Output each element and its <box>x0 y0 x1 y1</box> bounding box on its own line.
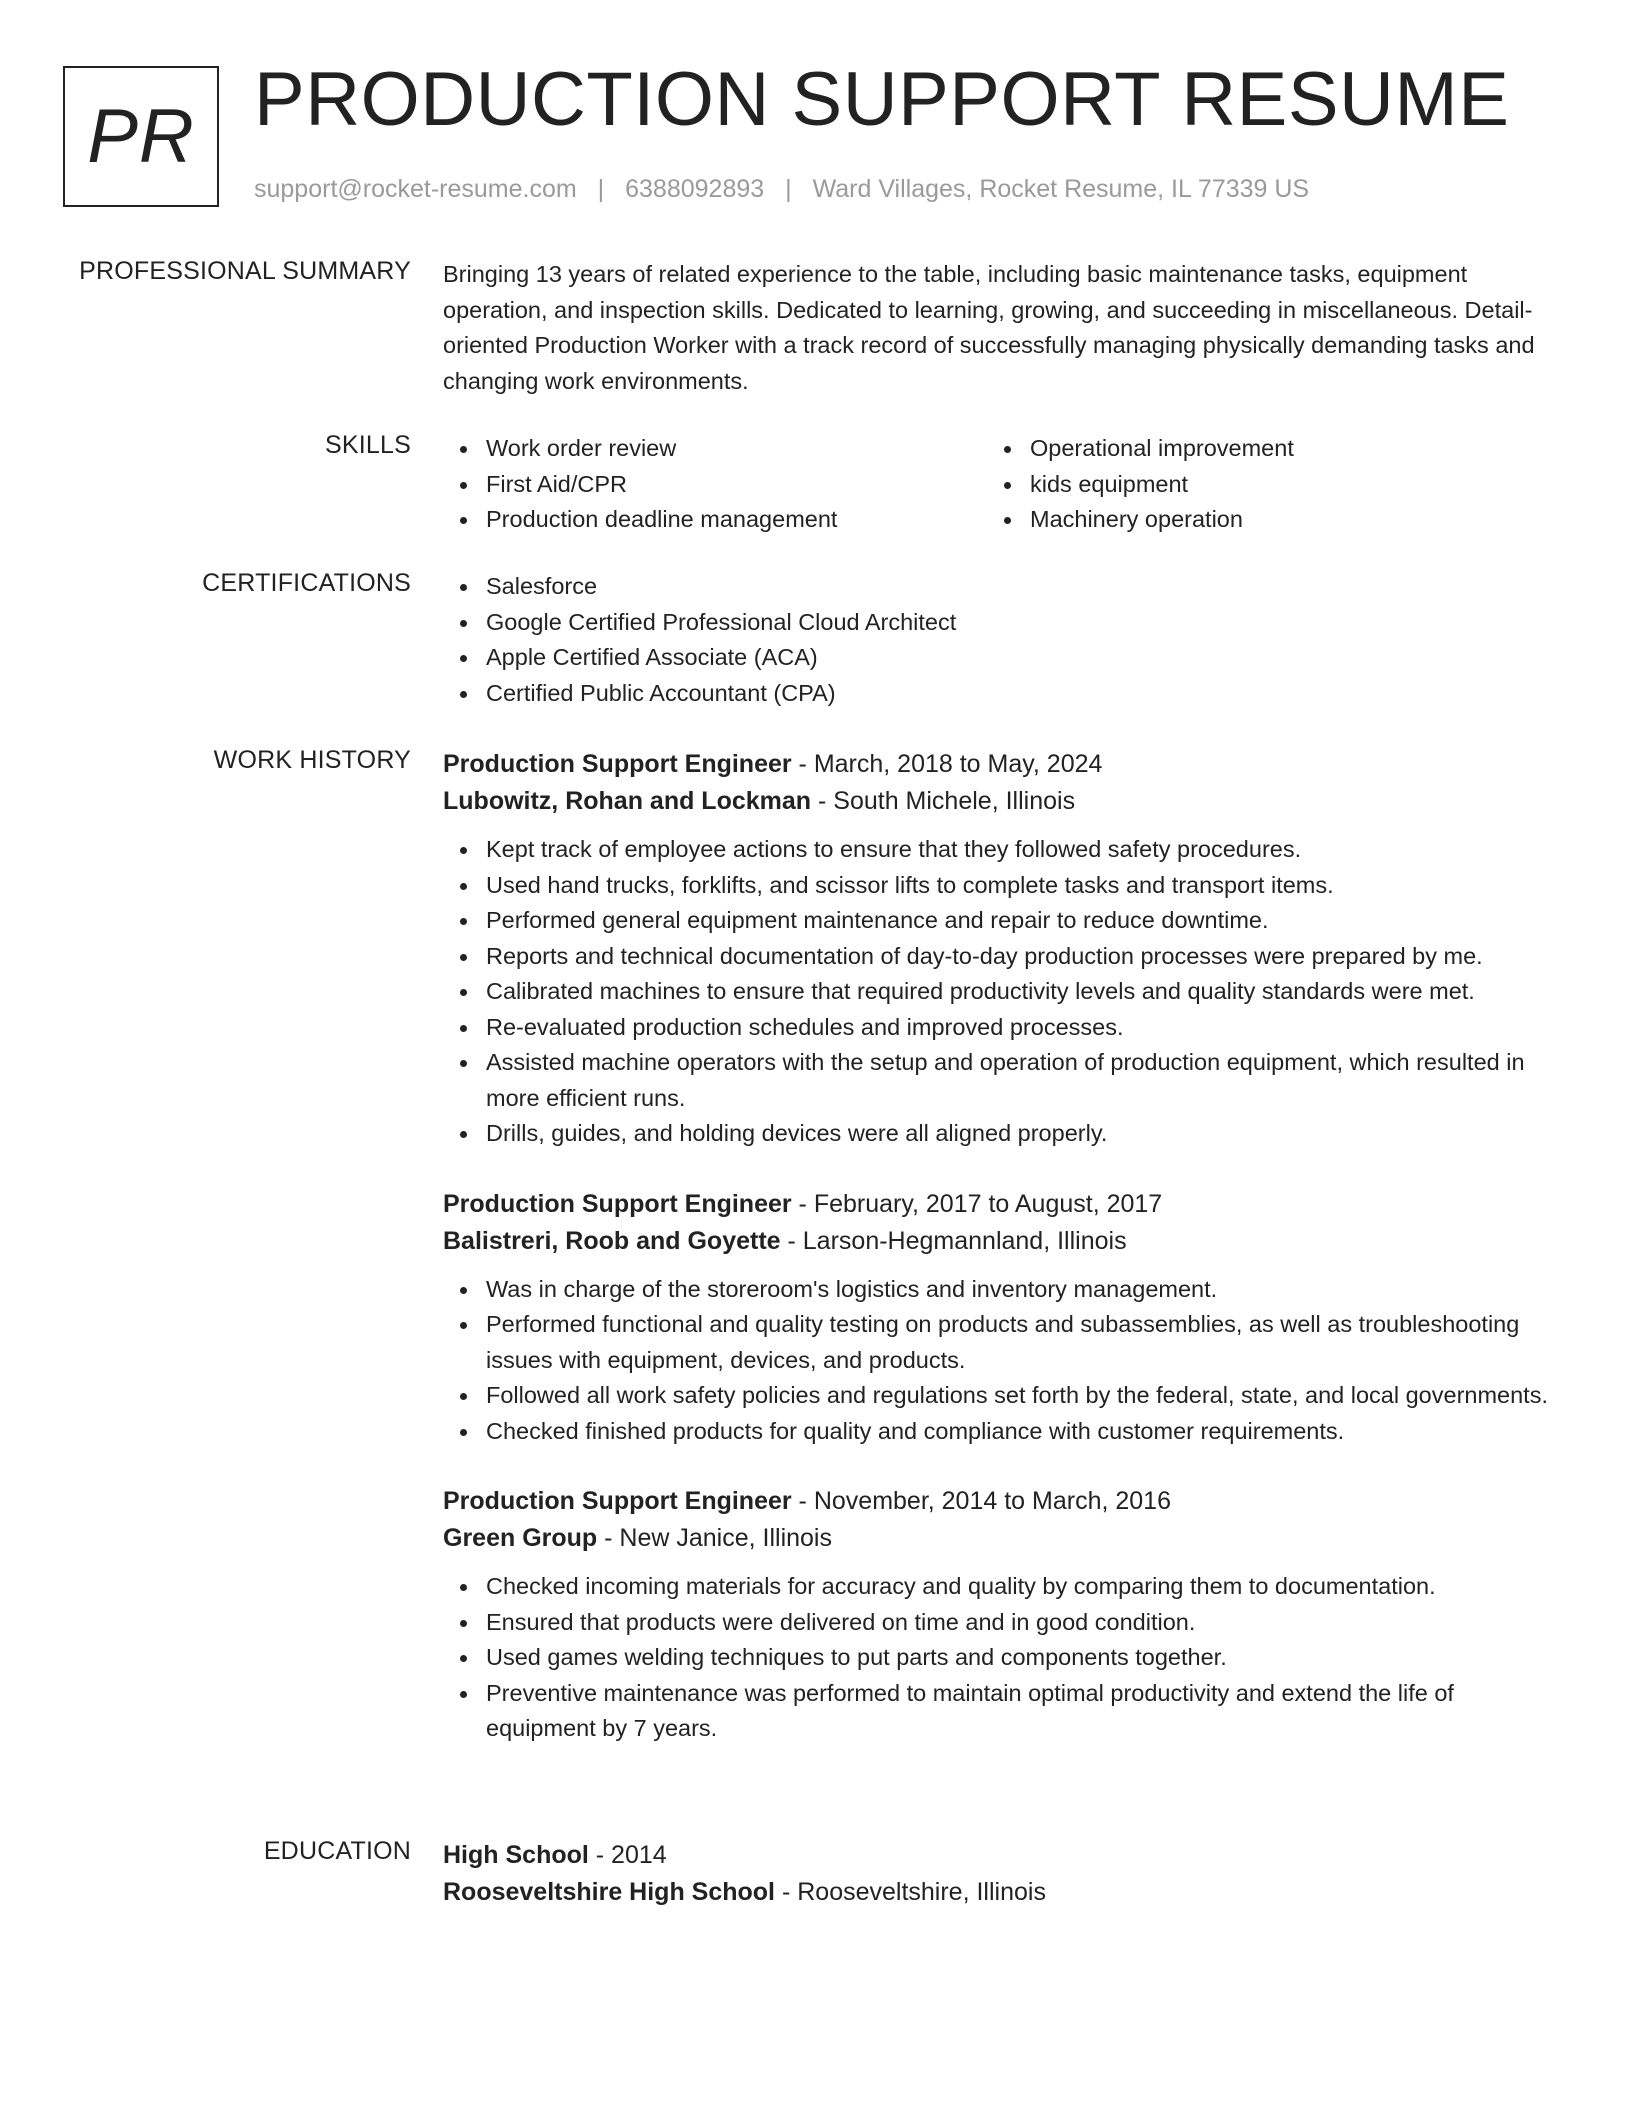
job-title: Production Support Engineer <box>443 1487 792 1515</box>
list-item: Performed functional and quality testing on products and subassemblies, as well as troubleshooting issues with equipment, devices, and products. <box>443 1307 1553 1378</box>
job-company: Green Group <box>443 1524 598 1552</box>
job-dates: - November, 2014 to March, 2016 <box>791 1487 1171 1515</box>
job-entry <box>443 746 1553 1152</box>
list-item: kids equipment <box>987 467 1531 503</box>
list-item: Operational improvement <box>987 431 1531 467</box>
job-dates: - February, 2017 to August, 2017 <box>791 1189 1163 1218</box>
list-item: Performed general equipment maintenance and repair to reduce downtime. <box>443 903 1553 939</box>
education-year: - 2014 <box>588 1841 667 1869</box>
list-item: Google Certified Professional Cloud Architect <box>443 605 1553 641</box>
monogram-logo: PR <box>63 66 219 207</box>
job-location: - Larson-Hegmannland, Illinois <box>780 1226 1127 1255</box>
list-item: Apple Certified Associate (ACA) <box>443 640 1553 676</box>
job-title-line <box>443 1186 1553 1223</box>
education-school: Rooseveltshire High School <box>443 1878 776 1906</box>
list-item: Used hand trucks, forklifts, and scissor lifts to complete tasks and transport items. <box>443 868 1553 904</box>
list-item: Followed all work safety policies and regulations set forth by the federal, state, and local governments. <box>443 1378 1553 1414</box>
list-item: Checked finished products for quality and compliance with customer requirements. <box>443 1414 1553 1450</box>
section-label-education: EDUCATION <box>263 1837 411 1865</box>
list-item: Used games welding techniques to put parts and components together. <box>443 1640 1553 1676</box>
job-company-line <box>443 1223 1553 1260</box>
section-label-summary: PROFESSIONAL SUMMARY <box>79 257 411 285</box>
job-bullets <box>443 1272 1553 1450</box>
list-item: Work order review <box>443 431 987 467</box>
skills-body <box>443 431 1553 538</box>
section-label-skills: SKILLS <box>325 431 411 459</box>
job-bullets <box>443 832 1553 1152</box>
skills-list-right <box>987 431 1531 538</box>
summary-text: Bringing 13 years of related experience to the table, including basic maintenance tasks, equipment operation, and inspection skills. Dedicated to learning, growing, and succeeding in miscellaneous. Detail-oriented Production Worker with a track record of successfully managing physically demanding tasks and changing work environments. <box>443 261 1535 394</box>
job-title-line <box>443 1483 1553 1520</box>
job-company: Balistreri, Roob and Goyette <box>443 1226 781 1255</box>
contact-email[interactable]: support@rocket-resume.com <box>254 175 577 203</box>
education-body <box>443 1837 1553 1911</box>
education-school-line <box>443 1874 1553 1911</box>
list-item: Ensured that products were delivered on time and in good condition. <box>443 1605 1553 1641</box>
contact-separator: | <box>597 175 605 203</box>
list-item: Certified Public Accountant (CPA) <box>443 676 1553 712</box>
list-item: Production deadline management <box>443 502 987 538</box>
section-label-certifications: CERTIFICATIONS <box>202 569 411 597</box>
job-location: - New Janice, Illinois <box>597 1524 832 1552</box>
list-item: Reports and technical documentation of day-to-day production processes were prepared by me. <box>443 939 1553 975</box>
job-title: Production Support Engineer <box>443 1189 792 1218</box>
education-degree: High School <box>443 1841 589 1869</box>
list-item: Checked incoming materials for accuracy and quality by comparing them to documentation. <box>443 1569 1553 1605</box>
list-item: Calibrated machines to ensure that required productivity levels and quality standards were met. <box>443 974 1553 1010</box>
page-title: PRODUCTION SUPPORT RESUME <box>254 57 1510 142</box>
list-item: Assisted machine operators with the setup and operation of production equipment, which resulted in more efficient runs. <box>443 1045 1553 1116</box>
list-item: Salesforce <box>443 569 1553 605</box>
list-item: Kept track of employee actions to ensure that they followed safety procedures. <box>443 832 1553 868</box>
job-company: Lubowitz, Rohan and Lockman <box>443 787 812 815</box>
summary-body <box>443 257 1553 399</box>
section-label-work-history: WORK HISTORY <box>213 746 411 774</box>
certifications-list <box>443 569 1553 711</box>
education-degree-line <box>443 1837 1553 1874</box>
job-company-line <box>443 783 1553 820</box>
contact-line <box>254 175 1309 204</box>
list-item: Machinery operation <box>987 502 1531 538</box>
contact-phone[interactable]: 6388092893 <box>625 175 765 203</box>
skills-list-left <box>443 431 987 538</box>
job-entry <box>443 1483 1553 1747</box>
list-item: Was in charge of the storeroom's logistics and inventory management. <box>443 1272 1553 1308</box>
work-history-body <box>443 746 1553 1747</box>
list-item: Preventive maintenance was performed to maintain optimal productivity and extend the life of equipment by 7 years. <box>443 1676 1553 1747</box>
job-location: - South Michele, Illinois <box>811 787 1076 815</box>
education-location: - Rooseveltshire, Illinois <box>775 1878 1046 1906</box>
job-company-line <box>443 1520 1553 1557</box>
list-item: Drills, guides, and holding devices were all aligned properly. <box>443 1116 1553 1152</box>
list-item: Re-evaluated production schedules and improved processes. <box>443 1010 1553 1046</box>
job-dates: - March, 2018 to May, 2024 <box>791 750 1103 778</box>
job-title: Production Support Engineer <box>443 750 792 778</box>
contact-address: Ward Villages, Rocket Resume, IL 77339 US <box>812 175 1310 203</box>
job-entry <box>443 1186 1553 1450</box>
job-bullets <box>443 1569 1553 1747</box>
job-title-line <box>443 746 1553 783</box>
list-item: First Aid/CPR <box>443 467 987 503</box>
contact-separator: | <box>785 175 792 203</box>
certifications-body <box>443 569 1553 711</box>
